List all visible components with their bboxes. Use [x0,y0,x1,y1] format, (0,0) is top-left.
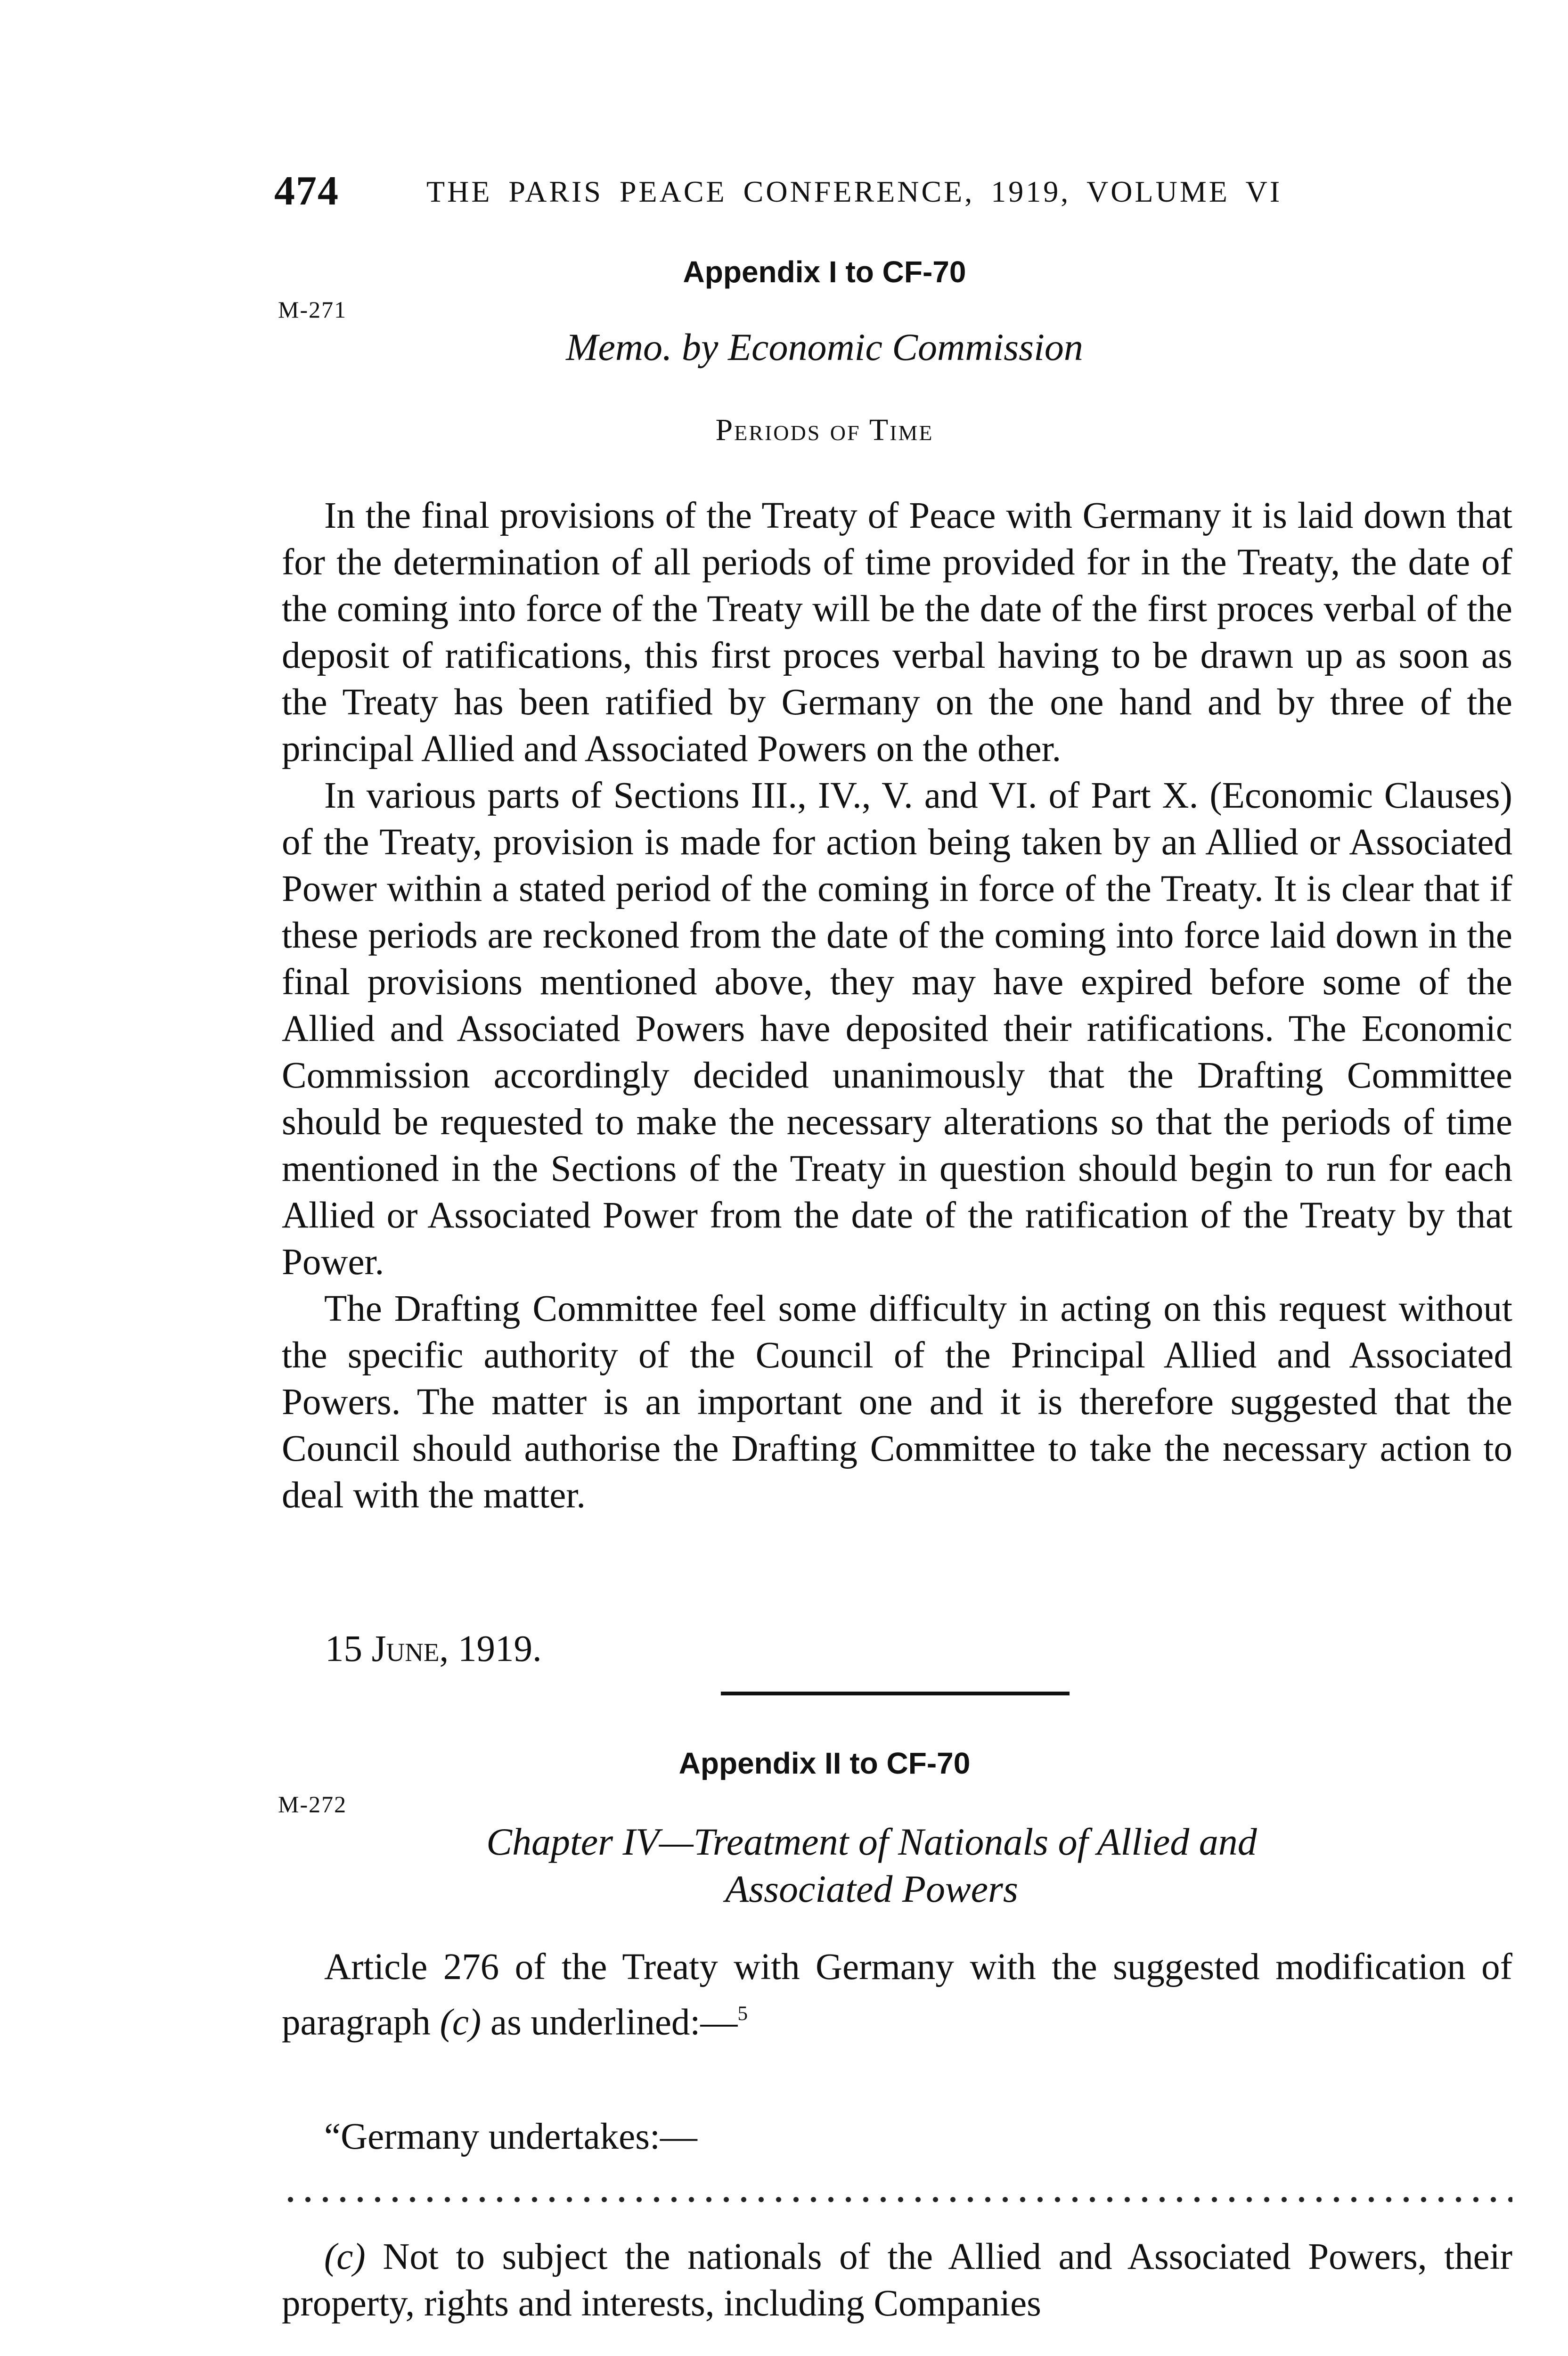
appendix-1-body [282,492,1512,1519]
page-number: 474 [274,168,339,214]
clause-letter: (c) [324,2236,366,2277]
appendix-2-ref: M-272 [278,1791,347,1817]
paragraph-3: The Drafting Committee feel some difficulty in acting on this request without the specific authority of the Council of the Principal Allied and Associated Powers. The matter is an important one and it is therefore suggested that the Council should authorise the Drafting Committee to take the necessary action to deal with the matter. [282,1288,1512,1516]
clause-c [282,2233,1512,2327]
intro-paragraph [282,1944,1512,2045]
section-heading: Periods of Time [715,413,934,447]
intro-para-letter: (c) [440,2002,482,2043]
memo-date-year: , 1919. [439,1628,542,1669]
intro-text: Article 276 of the Treaty with Germany with the suggested modification of paragraph [282,1947,1512,2043]
memo-date-day: 15 [325,1628,372,1669]
memo-date [325,1628,542,1670]
quote-opening: “Germany undertakes:— [324,2116,697,2157]
section-divider [721,1692,1070,1695]
appendix-2-subtitle-line-2: Associated Powers [725,1867,1018,1910]
appendix-2-subtitle-line-1: Chapter IV—Treatment of Nationals of Allied and [486,1820,1257,1863]
ellipsis-dotted-line [282,2196,1512,2203]
quote-opening-block [282,2113,1512,2160]
running-title: THE PARIS PEACE CONFERENCE, 1919, VOLUME VI [426,175,1282,208]
appendix-1-ref: M-271 [278,296,347,323]
paragraph-2: In various parts of Sections III., IV., V. and VI. of Part X. (Economic Clauses) of the Treaty, provision is made for action being taken by an Allied or Associated Power within a stated period of the coming in force of the Treaty. It is clear that if these periods are reckoned from the date of the coming into force laid down in the final provisions mentioned above, they may have expired before some of the Allied and Associated Powers have deposited their ratifications. The Economic Commission accordingly decided unanimously that the Drafting Committee should be requested to make the necessary alterations so that the periods of time mentioned in the Sections of the Treaty in question should begin to run for each Allied or Associated Power from the date of the ratification of the Treaty by that Power. [282,775,1512,1283]
appendix-1-subtitle: Memo. by Economic Commission [566,326,1083,368]
appendix-2-heading: Appendix II to CF-70 [678,1746,971,1780]
footnote-ref: 5 [737,2002,748,2025]
paragraph-1: In the final provisions of the Treaty of Peace with Germany it is laid down that for the determination of all periods of time provided for in the Treaty, the date of the coming into force of the Treaty will be the date of the first proces verbal of the deposit of ratifications, this first proces verbal having to be drawn up as soon as the Treaty has been ratified by Germany on the one hand and by three of the principal Allied and Associated Powers on the other. [282,495,1512,769]
intro-tail: as underlined:— [481,2002,738,2043]
memo-date-month: June [371,1628,440,1669]
clause-c-block [282,2233,1512,2327]
appendix-2-intro [282,1944,1512,2045]
clause-text: Not to subject the nationals of the Allied and Associated Powers, their property, rights and interests, including Companies [282,2236,1512,2324]
appendix-1-heading: Appendix I to CF-70 [683,255,966,289]
